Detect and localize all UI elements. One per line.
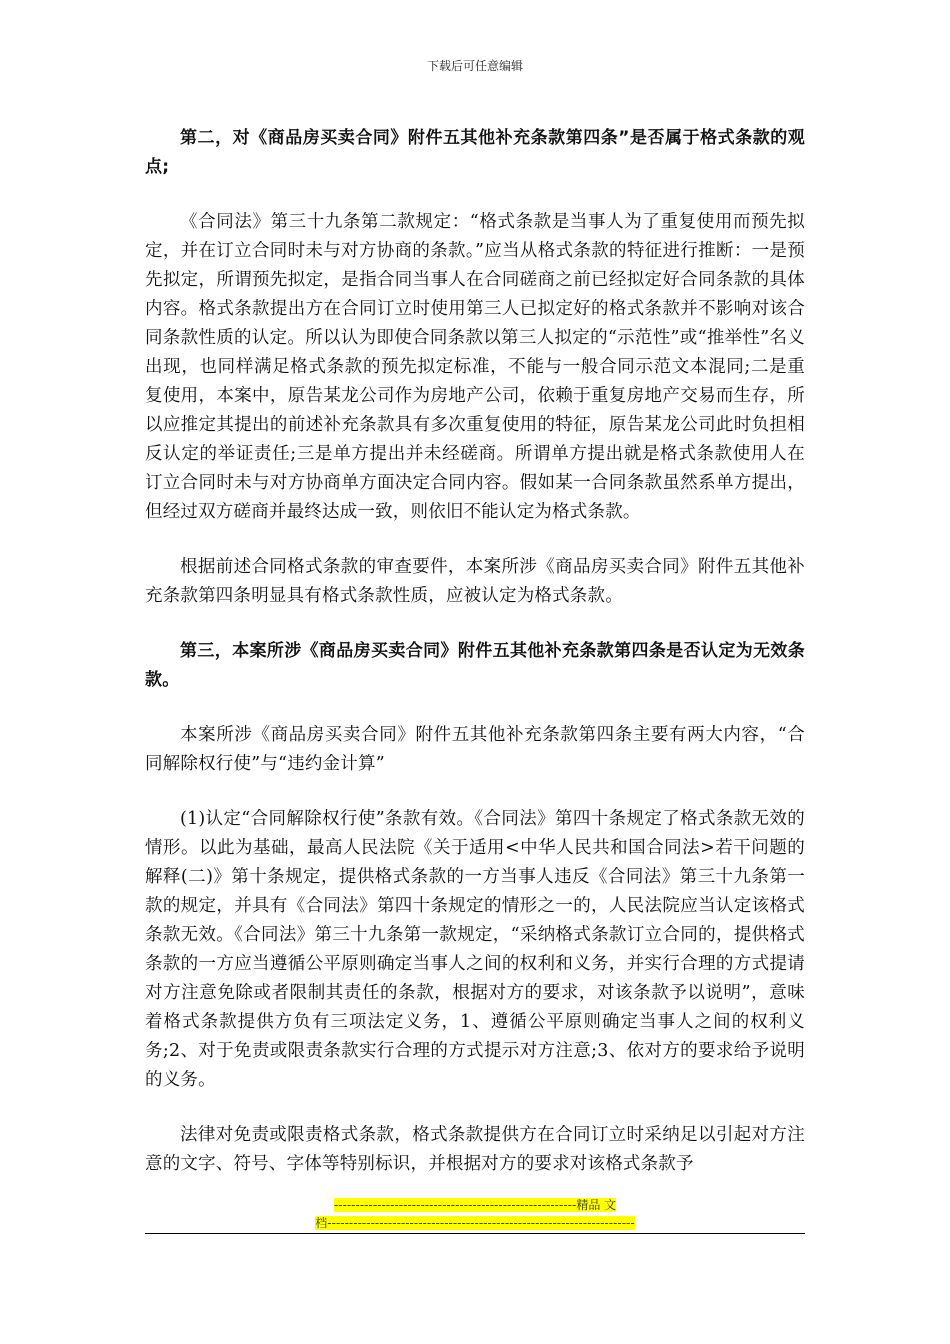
body-paragraph: 法律对免责或限责格式条款，格式条款提供方在合同订立时采纳足以引起对方注意的文字、符号、字体等特别标识，并根据对方的要求对该格式条款予 <box>145 1125 805 1174</box>
document-body <box>145 124 805 1205</box>
section-heading-2: 第二，对《商品房买卖合同》附件五其他补充条款第四条”是否属于格式条款的观点; <box>145 128 805 177</box>
body-paragraph: (1)认定“合同解除权行使”条款有效。《合同法》第四十条规定了格式条款无效的情形。以此为基础，最高人民法院《关于适用<中华人民共和国合同法>若干问题的解释(二)》第十条规定，提供格式条款的一方当事人违反《合同法》第三十九条第一款的规定，并具有《合同法》第四十条规定的情形之一的，人民法院应当认定该格式条款无效。《合同法》第三十九条第一款规定，“采纳格式条款订立合同的，提供格式条款的一方应当遵循公平原则确定当事人之间的权利和义务，并实行合理的方式提请对方注意免除或者限制其责任的条款，根据对方的要求，对该条款予以说明”，意味着格式条款提供方负有三项法定义务，1、遵循公平原则确定当事人之间的权利义务;2、对于免责或限责条款实行合理的方式提示对方注意;3、依对方的要求给予说明的义务。 <box>145 809 805 1090</box>
section-heading-3: 第三，本案所涉《商品房买卖合同》附件五其他补充条款第四条是否认定为无效条款。 <box>145 641 805 690</box>
page-header-note: 下载后可任意编辑 <box>426 59 523 73</box>
body-paragraph: 根据前述合同格式条款的审查要件，本案所涉《商品房买卖合同》附件五其他补充条款第四条明显具有格式条款性质，应被认定为格式条款。 <box>145 557 805 606</box>
body-paragraph: 本案所涉《商品房买卖合同》附件五其他补充条款第四条主要有两大内容，“合同解除权行使”与“违约金计算” <box>145 725 805 774</box>
body-paragraph: 《合同法》第三十九条第二款规定：“格式条款是当事人为了重复使用而预先拟定，并在订立合同时未与对方协商的条款。”应当从格式条款的特征进行推断：一是预先拟定，所谓预先拟定，是指合同当事人在合同磋商之前已经拟定好合同条款的具体内容。格式条款提出方在合同订立时使用第三人已拟定好的格式条款并不影响对该合同条款性质的认定。所以认为即使合同条款以第三人拟定的“示范性”或“推举性”名义出现，也同样满足格式条款的预先拟定标准，不能与一般合同示范文本混同;二是重复使用，本案中，原告某龙公司作为房地产公司，依赖于重复房地产交易而生存，所以应推定其提出的前述补充条款具有多次重复使用的特征，原告某龙公司此时负担相反认定的举证责任;三是单方提出并未经磋商。所谓单方提出就是格式条款使用人在订立合同时未与对方协商单方面决定合同内容。假如某一合同条款虽然系单方提出，但经过双方磋商并最终达成一致，则依旧不能认定为格式条款。 <box>145 212 805 522</box>
footer-line-2: 档----------------------------------------------------------------------- <box>315 1216 635 1230</box>
page-footer-watermark <box>145 1196 805 1232</box>
footer-divider <box>145 1233 805 1234</box>
footer-line-1: --------------------------------------------------------精品 文 <box>333 1198 617 1212</box>
